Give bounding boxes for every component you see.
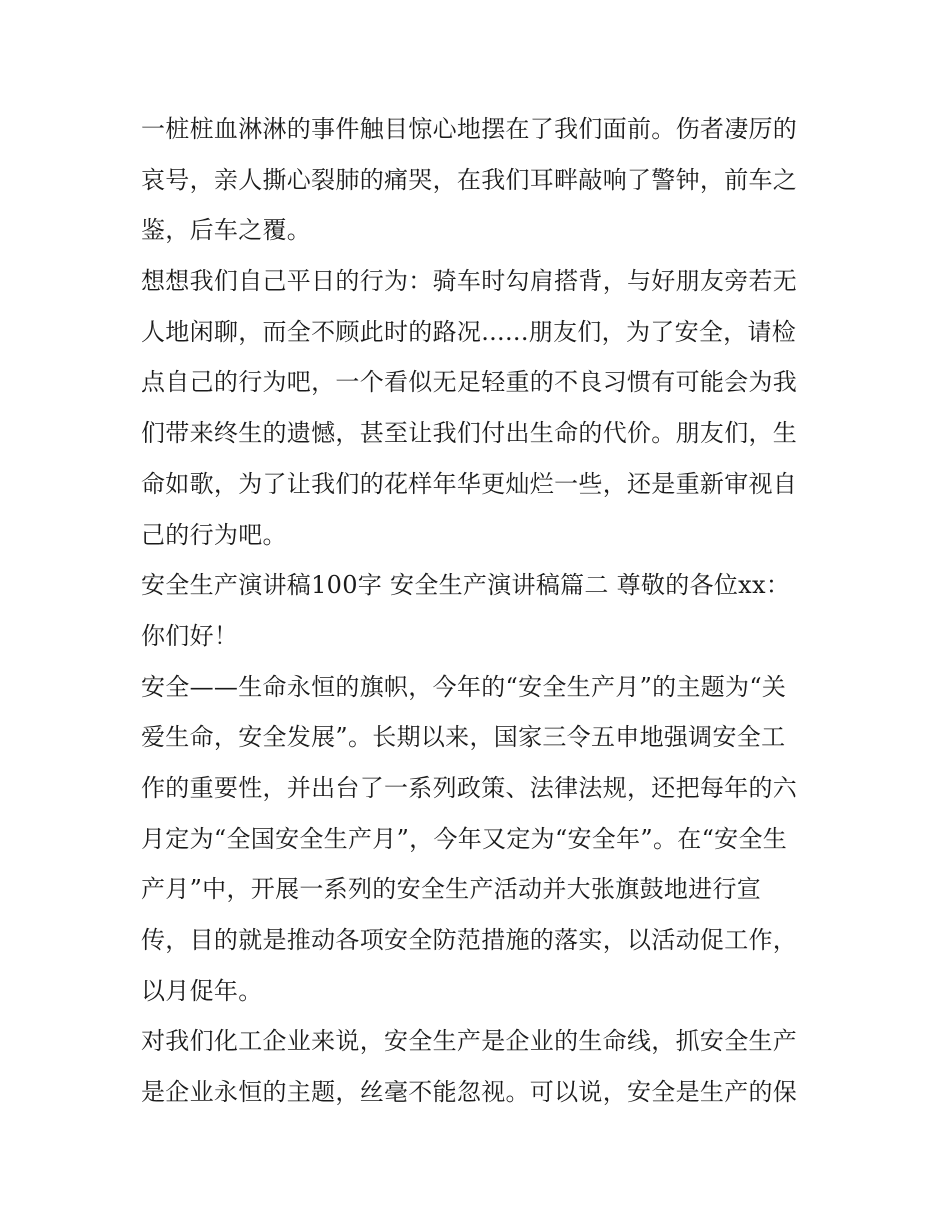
text-line: 命如歌，为了让我们的花样年华更灿烂一些，还是重新审视自 <box>141 469 798 498</box>
text-line: 点自己的行为吧，一个看似无足轻重的不良习惯有可能会为我 <box>141 368 798 397</box>
text-line: 哀号，亲人撕心裂肺的痛哭，在我们耳畔敲响了警钟，前车之 <box>141 165 798 194</box>
text-line: 传，目的就是推动各项安全防范措施的落实，以活动促工作， <box>141 926 798 954</box>
text-line: 爱生命，安全发展”。长期以来，国家三令五申地强调安全工 <box>141 723 786 752</box>
text-line: 产月”中，开展一系列的安全生产活动并大张旗鼓地进行宣 <box>141 875 762 904</box>
text-line: 月定为“全国安全生产月”，今年又定为“安全年”。在“安全生 <box>141 824 788 853</box>
document-body <box>141 104 813 1118</box>
text-line: 想想我们自己平日的行为：骑车时勾肩搭背，与好朋友旁若无 <box>141 267 798 296</box>
greeting: 你们好！ <box>141 621 239 650</box>
text-line: 安全——生命永恒的旗帜，今年的“安全生产月”的主题为“关 <box>141 672 787 701</box>
text-line: 一桩桩血淋淋的事件触目惊心地摆在了我们面前。伤者凄厉的 <box>141 115 798 143</box>
text-line: 鉴，后车之覆。 <box>141 216 312 245</box>
text-line: 是企业永恒的主题，丝毫不能忽视。可以说，安全是生产的保 <box>141 1078 798 1107</box>
text-line: 们带来终生的遗憾，甚至让我们付出生命的代价。朋友们，生 <box>141 419 798 448</box>
text-line: 以月促年。 <box>141 976 263 1005</box>
section-heading: 安全生产演讲稿100字 安全生产演讲稿篇二 尊敬的各位xx： <box>141 571 791 600</box>
text-line: 己的行为吧。 <box>141 520 287 549</box>
text-line: 作的重要性，并出台了一系列政策、法律法规，还把每年的六 <box>141 773 798 802</box>
text-line: 对我们化工企业来说，安全生产是企业的生命线，抓安全生产 <box>141 1027 798 1056</box>
text-line: 人地闲聊，而全不顾此时的路况......朋友们，为了安全，请检 <box>141 317 797 346</box>
